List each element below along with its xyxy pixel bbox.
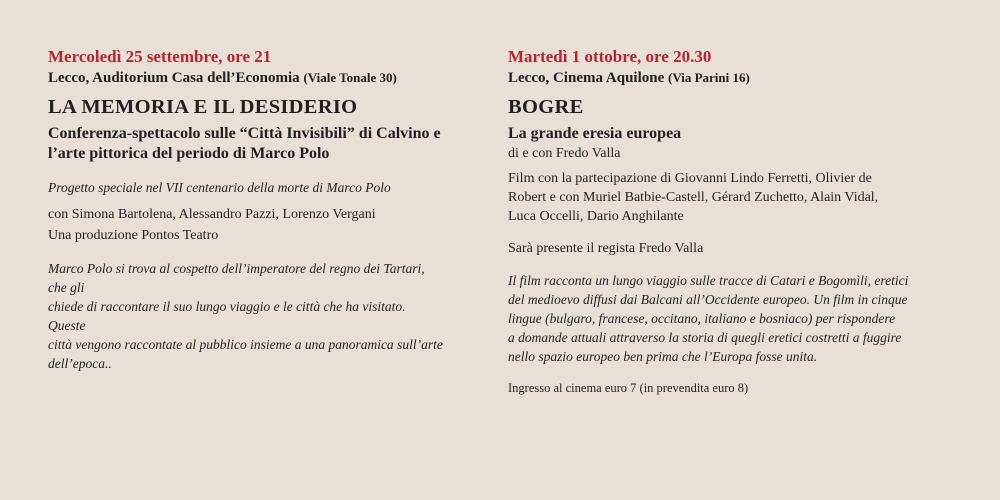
venue-name: Lecco, Auditorium Casa dell’Economia xyxy=(48,70,300,86)
description-line: lingue (bulgaro, francese, occitano, italiano e bosniaco) per rispondere xyxy=(508,311,896,326)
event-description xyxy=(508,271,958,366)
venue-address: (Via Parini 16) xyxy=(668,70,750,85)
production-line xyxy=(48,226,446,245)
description-line: città vengono raccontate al pubblico insieme a una panoramica sull’arte xyxy=(48,337,443,352)
participation-line: Luca Occelli, Dario Anghilante xyxy=(508,209,684,224)
production-prefix: Una produzione xyxy=(48,228,138,243)
event-description xyxy=(48,259,446,373)
participation xyxy=(508,169,958,226)
event-venue xyxy=(48,68,446,88)
participation-line: Film con la partecipazione di Giovanni Lindo Ferretti, Olivier de xyxy=(508,171,872,186)
event-date: Martedì 1 ottobre, ore 20.30 xyxy=(508,47,712,66)
cast-line xyxy=(48,205,446,224)
event-subtitle-line-1: Conferenza-spettacolo sulle “Città Invisibili” di Calvino e xyxy=(48,125,441,142)
description-line: a domande attuali attraverso la storia di quegli eretici costretti a fuggire xyxy=(508,330,902,345)
description-line: chiede di raccontare il suo lungo viaggio e le città che ha visitato. Queste xyxy=(48,299,406,333)
director-prefix: di e con xyxy=(508,146,553,161)
director-line xyxy=(508,144,958,163)
event-right xyxy=(508,46,958,397)
description-line: dell’epoca.. xyxy=(48,356,112,371)
event-subtitle-line-2: l’arte pittorica del periodo di Marco Polo xyxy=(48,145,330,162)
cast-names: Simona Bartolena, Alessandro Pazzi, Lorenzo Vergani xyxy=(71,207,376,222)
participation-line: Robert e con Muriel Batbie-Castell, Gérard Zuchetto, Alain Vidal, xyxy=(508,190,879,205)
venue-address: (Viale Tonale 30) xyxy=(303,70,397,85)
venue-name: Lecco, Cinema Aquilone xyxy=(508,70,665,86)
director-name: Fredo Valla xyxy=(555,146,621,161)
event-title: LA MEMORIA E IL DESIDERIO xyxy=(48,96,358,118)
event-venue xyxy=(508,68,958,88)
production-name: Pontos Teatro xyxy=(141,228,219,243)
project-note: Progetto speciale nel VII centenario della morte di Marco Polo xyxy=(48,180,391,195)
ticket-price: Ingresso al cinema euro 7 (in prevendita euro 8) xyxy=(508,381,749,395)
event-title: BOGRE xyxy=(508,96,584,118)
event-date: Mercoledì 25 settembre, ore 21 xyxy=(48,47,272,66)
description-line: Il film racconta un lungo viaggio sulle tracce di Catari e Bogomìli, eretici xyxy=(508,273,909,288)
description-line: del medioevo diffusi dai Balcani all’Occidente europeo. Un film in cinque xyxy=(508,292,908,307)
description-line: Marco Polo si trova al cospetto dell’imperatore del regno dei Tartari, che gli xyxy=(48,261,425,295)
director-presence: Sarà presente il regista Fredo Valla xyxy=(508,241,704,256)
cast-prefix: con xyxy=(48,207,69,222)
description-line: nello spazio europeo ben prima che l’Europa fosse unita. xyxy=(508,349,818,364)
event-left xyxy=(48,46,446,373)
event-subtitle: La grande eresia europea xyxy=(508,125,682,142)
